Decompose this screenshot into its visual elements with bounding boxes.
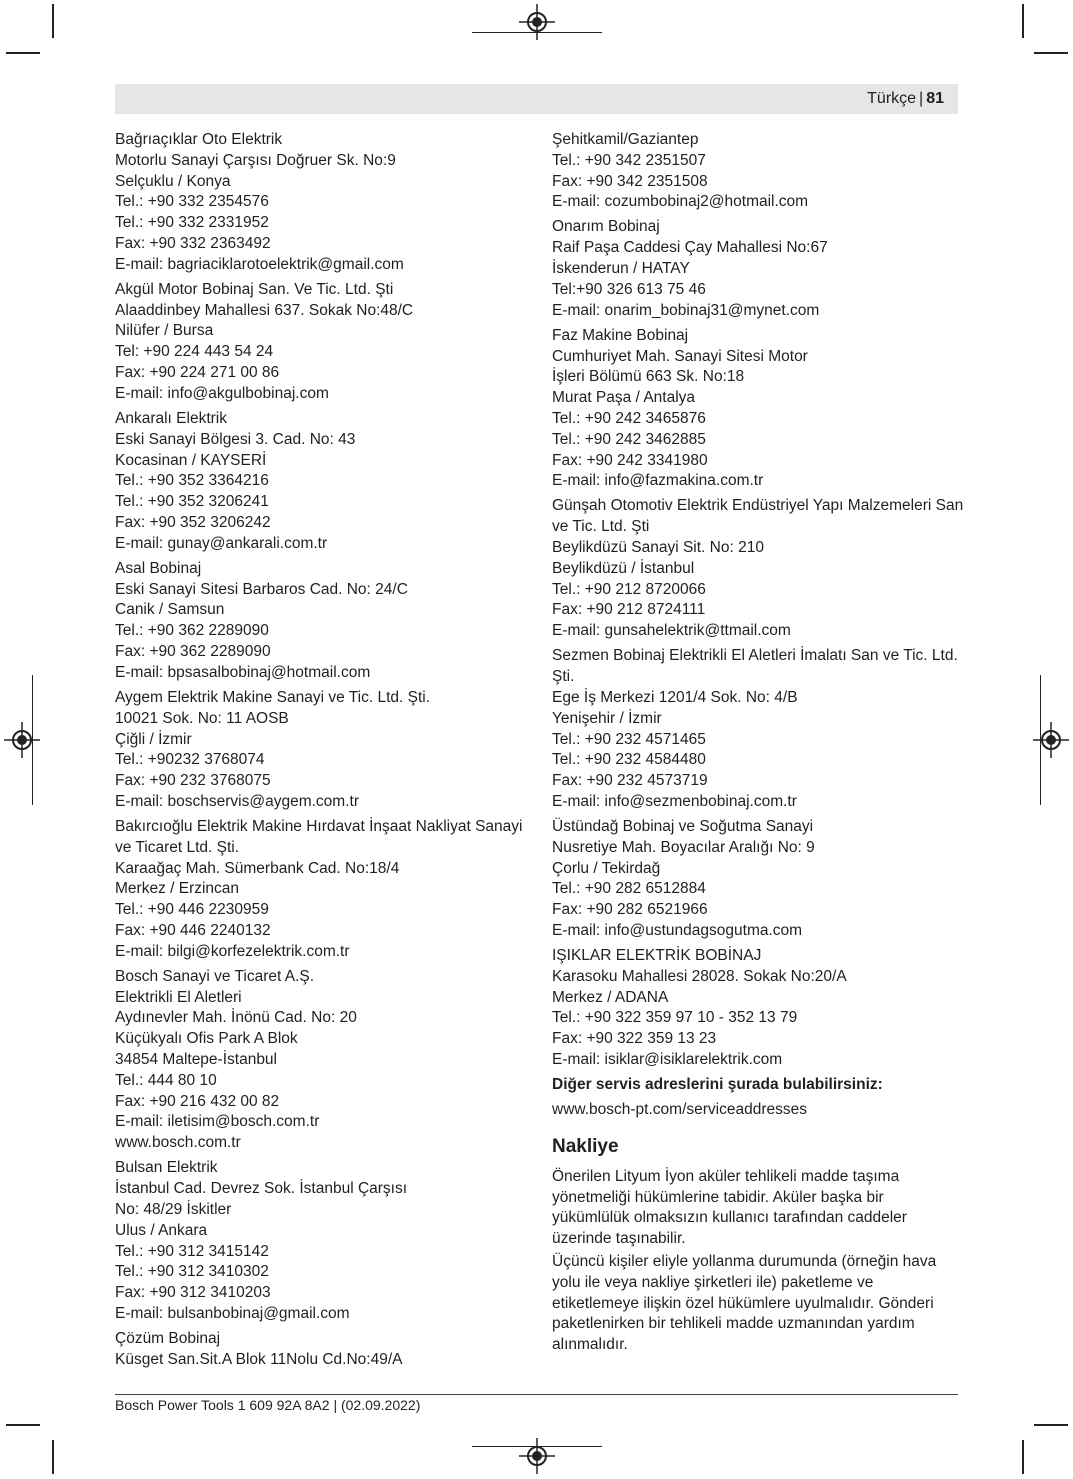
entry-line: Canik / Samsun bbox=[115, 601, 225, 619]
address-entry bbox=[552, 217, 962, 321]
entry-title: Onarım Bobinaj bbox=[552, 218, 660, 236]
entry-line: Tel.: +90 232 4584480 bbox=[552, 751, 706, 769]
entry-line: Aydınevler Mah. İnönü Cad. No: 20 bbox=[115, 1009, 357, 1027]
entry-line: Merkez / Erzincan bbox=[115, 880, 240, 898]
entry-line: E-mail: bulsanbobinaj@gmail.com bbox=[115, 1304, 350, 1322]
crop-mark bbox=[52, 1440, 54, 1474]
entry-title: Sezmen Bobinaj Elektrikli El Aletleri İmalatı San ve Tic. Ltd. bbox=[552, 647, 958, 665]
entry-line: Fax: +90 352 3206242 bbox=[115, 513, 271, 531]
entry-title: Aygem Elektrik Makine Sanayi ve Tic. Ltd. Şti. bbox=[115, 688, 431, 706]
entry-line: E-mail: bpsasalbobinaj@hotmail.com bbox=[115, 663, 371, 681]
address-entry bbox=[115, 280, 525, 405]
entry-line: Nusretiye Mah. Boyacılar Aralığı No: 9 bbox=[552, 838, 815, 856]
entry-line: Kocasinan / KAYSERİ bbox=[115, 451, 267, 469]
entry-line: Fax: +90 232 3768075 bbox=[115, 772, 271, 790]
entry-line: Tel: +90 224 443 54 24 bbox=[115, 343, 274, 361]
entry-line: Tel.: +90 232 4571465 bbox=[552, 730, 706, 748]
left-column bbox=[115, 130, 525, 1375]
entry-title: Akgül Motor Bobinaj San. Ve Tic. Ltd. Şti bbox=[115, 280, 394, 298]
header-label: Türkçe | 81 bbox=[867, 90, 944, 107]
address-entry bbox=[552, 646, 962, 812]
entry-line: İskenderun / HATAY bbox=[552, 260, 690, 278]
crop-mark bbox=[1034, 1424, 1068, 1426]
address-entry bbox=[115, 967, 525, 1154]
entry-title: Bulsan Elektrik bbox=[115, 1159, 218, 1177]
entry-line: Fax: +90 322 359 13 23 bbox=[552, 1030, 717, 1048]
entry-line: Cumhuriyet Mah. Sanayi Sitesi Motor bbox=[552, 347, 808, 365]
entry-line: Şti. bbox=[552, 668, 575, 686]
address-entry bbox=[552, 130, 962, 213]
entry-line: Çorlu / Tekirdağ bbox=[552, 859, 661, 877]
entry-line: 10021 Sok. No: 11 AOSB bbox=[115, 709, 289, 727]
entry-line: Nilüfer / Bursa bbox=[115, 322, 214, 340]
address-entry bbox=[115, 688, 525, 813]
entry-line: E-mail: iletisim@bosch.com.tr bbox=[115, 1113, 320, 1131]
entry-line: Tel.: +90 322 359 97 10 - 352 13 79 bbox=[552, 1009, 798, 1027]
entry-line: Fax: +90 362 2289090 bbox=[115, 643, 271, 661]
crop-mark bbox=[6, 52, 40, 54]
entry-line: Fax: +90 232 4573719 bbox=[552, 772, 708, 790]
entry-line: Tel.: +90 342 2351507 bbox=[552, 151, 706, 169]
entry-title: Şehitkamil/Gaziantep bbox=[552, 131, 699, 148]
entry-line: Küsget San.Sit.A Blok 11Nolu Cd.No:49/A bbox=[115, 1350, 403, 1368]
entry-line: E-mail: info@akgulbobinaj.com bbox=[115, 384, 329, 402]
service-addresses-link[interactable]: www.bosch-pt.com/serviceaddresses bbox=[552, 1100, 807, 1118]
entry-line: Selçuklu / Konya bbox=[115, 172, 231, 190]
footer-rule bbox=[115, 1394, 958, 1395]
entry-line: E-mail: gunsahelektrik@ttmail.com bbox=[552, 622, 791, 640]
entry-line: Karasoku Mahallesi 28028. Sokak No:20/A bbox=[552, 967, 847, 985]
entry-line: E-mail: bilgi@korfezelektrik.com.tr bbox=[115, 942, 350, 960]
address-entry bbox=[115, 559, 525, 684]
transport-paragraph-1: Önerilen Lityum İyon aküler tehlikeli madde taşıma yönetmeliği hükümlerine tabidir. Aküler başka bir yükümlülük olmaksızın kullanıcı tarafından caddeler üzerinde taşınabilir. bbox=[552, 1167, 907, 1248]
crop-mark bbox=[6, 1424, 40, 1426]
entry-line: Fax: +90 224 271 00 86 bbox=[115, 364, 280, 382]
entry-line: Tel.: +90232 3768074 bbox=[115, 751, 265, 769]
entry-line: Fax: +90 242 3341980 bbox=[552, 451, 708, 469]
registration-mark-icon bbox=[1033, 722, 1069, 758]
entry-line: Beylikdüzü / İstanbul bbox=[552, 559, 695, 577]
crop-mark bbox=[1034, 52, 1068, 54]
entry-line: Fax: +90 312 3410203 bbox=[115, 1284, 271, 1302]
entry-line: Tel.: +90 242 3465876 bbox=[552, 409, 706, 427]
entry-line: 34854 Maltepe-İstanbul bbox=[115, 1051, 278, 1069]
entry-line: Fax: +90 342 2351508 bbox=[552, 172, 708, 190]
entry-title: Üstündağ Bobinaj ve Soğutma Sanayi bbox=[552, 817, 814, 835]
entry-line: İstanbul Cad. Devrez Sok. İstanbul Çarşısı bbox=[115, 1180, 408, 1198]
entry-line: Elektrikli El Aletleri bbox=[115, 988, 242, 1006]
entry-line: Fax: +90 212 8724111 bbox=[552, 601, 706, 619]
entry-line: Tel.: +90 312 3410302 bbox=[115, 1263, 269, 1281]
entry-line: Eski Sanayi Bölgesi 3. Cad. No: 43 bbox=[115, 430, 356, 448]
address-entry bbox=[115, 1329, 525, 1371]
page-number: 81 bbox=[926, 90, 944, 107]
entry-line: Tel.: +90 332 2331952 bbox=[115, 214, 269, 232]
entry-title: Asal Bobinaj bbox=[115, 559, 202, 577]
address-entry bbox=[552, 496, 962, 642]
other-addresses-heading: Diğer servis adreslerini şurada bulabilirsiniz: bbox=[552, 1076, 883, 1094]
entry-line: Tel:+90 326 613 75 46 bbox=[552, 280, 706, 298]
entry-line: E-mail: boschservis@aygem.com.tr bbox=[115, 792, 359, 810]
address-entry bbox=[115, 817, 525, 963]
entry-line: ve Ticaret Ltd. Şti. bbox=[115, 838, 240, 856]
entry-line: Tel.: +90 282 6512884 bbox=[552, 880, 706, 898]
address-entry bbox=[552, 946, 962, 1071]
entry-line: E-mail: gunay@ankarali.com.tr bbox=[115, 534, 328, 552]
address-entry bbox=[552, 326, 962, 492]
entry-title: Ankaralı Elektrik bbox=[115, 409, 227, 427]
address-entry bbox=[115, 409, 525, 555]
registration-mark-icon bbox=[519, 4, 555, 40]
crop-mark bbox=[1022, 4, 1024, 38]
transport-paragraph-2: Üçüncü kişiler eliyle yollanma durumunda (örneğin hava yolu ile veya nakliye şirketleri ile) paketleme ve etiketlemeye ilişkin özel hükümlere uyulmalıdır. Gönderi paketlenirken bir tehlikeli madde uzmanından yardım alınmalıdır. bbox=[552, 1252, 937, 1354]
entry-line: Tel.: +90 352 3364216 bbox=[115, 472, 269, 490]
entry-line: Fax: +90 216 432 00 82 bbox=[115, 1092, 280, 1110]
entry-title: Bakırcıoğlu Elektrik Makine Hırdavat İnşaat Nakliyat Sanayi bbox=[115, 817, 523, 835]
header-language: Türkçe bbox=[867, 90, 917, 107]
entry-line: Tel.: 444 80 10 bbox=[115, 1071, 217, 1089]
entry-line: Eski Sanayi Sitesi Barbaros Cad. No: 24/C bbox=[115, 580, 408, 598]
entry-line: Alaaddinbey Mahallesi 637. Sokak No:48/C bbox=[115, 301, 414, 319]
entry-line: Tel.: +90 212 8720066 bbox=[552, 580, 706, 598]
entry-line: Küçükyalı Ofis Park A Blok bbox=[115, 1030, 298, 1048]
entry-title: Faz Makine Bobinaj bbox=[552, 326, 689, 344]
footer-text: Bosch Power Tools 1 609 92A 8A2 | (02.09.2022) bbox=[115, 1397, 421, 1413]
entry-line: Tel.: +90 352 3206241 bbox=[115, 493, 269, 511]
entry-line: Tel.: +90 332 2354576 bbox=[115, 193, 269, 211]
entry-line: Tel.: +90 446 2230959 bbox=[115, 901, 269, 919]
right-column bbox=[552, 130, 962, 1356]
entry-line: E-mail: info@sezmenbobinaj.com.tr bbox=[552, 792, 797, 810]
registration-mark-icon bbox=[519, 1438, 555, 1474]
entry-line: Yenişehir / İzmir bbox=[552, 709, 662, 727]
entry-line: E-mail: info@fazmakina.com.tr bbox=[552, 472, 764, 490]
entry-line: No: 48/29 İskitler bbox=[115, 1200, 232, 1218]
registration-mark-icon bbox=[4, 722, 40, 758]
entry-line: E-mail: bagriaciklarotoelektrik@gmail.com bbox=[115, 255, 404, 273]
crop-mark bbox=[1022, 1440, 1024, 1474]
entry-line: Ege İş Merkezi 1201/4 Sok. No: 4/B bbox=[552, 688, 798, 706]
entry-line: Merkez / ADANA bbox=[552, 988, 669, 1006]
address-entry bbox=[115, 130, 525, 276]
entry-line: Tel.: +90 362 2289090 bbox=[115, 622, 269, 640]
entry-line: Çiğli / İzmir bbox=[115, 730, 192, 748]
entry-line: E-mail: cozumbobinaj2@hotmail.com bbox=[552, 193, 809, 211]
entry-title: Günşah Otomotiv Elektrik Endüstriyel Yapı Malzemeleri San bbox=[552, 497, 964, 515]
entry-line: E-mail: isiklar@isiklarelektrik.com bbox=[552, 1051, 783, 1069]
crop-mark bbox=[52, 4, 54, 38]
page-header bbox=[115, 84, 958, 114]
entry-line: E-mail: onarim_bobinaj31@mynet.com bbox=[552, 301, 820, 319]
other-addresses bbox=[552, 1075, 962, 1121]
entry-line: Tel.: +90 242 3462885 bbox=[552, 430, 706, 448]
entry-line: Motorlu Sanayi Çarşısı Doğruer Sk. No:9 bbox=[115, 151, 396, 169]
entry-title: Bağrıaçıklar Oto Elektrik bbox=[115, 131, 283, 148]
entry-line: E-mail: info@ustundagsogutma.com bbox=[552, 921, 803, 939]
entry-line: Ulus / Ankara bbox=[115, 1221, 208, 1239]
address-entry bbox=[552, 817, 962, 942]
entry-line: Murat Paşa / Antalya bbox=[552, 389, 696, 407]
entry-line: Fax: +90 282 6521966 bbox=[552, 901, 708, 919]
entry-line: Karaağaç Mah. Sümerbank Cad. No:18/4 bbox=[115, 859, 400, 877]
right-entries bbox=[552, 130, 962, 1071]
entry-title: Çözüm Bobinaj bbox=[115, 1330, 221, 1347]
entry-line: www.bosch.com.tr bbox=[115, 1134, 241, 1152]
entry-line: İşleri Bölümü 663 Sk. No:18 bbox=[552, 368, 745, 386]
entry-title: Bosch Sanayi ve Ticaret A.Ş. bbox=[115, 967, 315, 985]
entry-line: Tel.: +90 312 3415142 bbox=[115, 1242, 269, 1260]
entry-line: ve Tic. Ltd. Şti bbox=[552, 518, 650, 536]
address-entry bbox=[115, 1158, 525, 1324]
entry-line: Fax: +90 332 2363492 bbox=[115, 234, 271, 252]
entry-line: Fax: +90 446 2240132 bbox=[115, 921, 271, 939]
section-title: Nakliye bbox=[552, 1135, 619, 1157]
entry-title: IŞIKLAR ELEKTRİK BOBİNAJ bbox=[552, 947, 762, 965]
entry-line: Raif Paşa Caddesi Çay Mahallesi No:67 bbox=[552, 239, 828, 257]
entry-line: Beylikdüzü Sanayi Sit. No: 210 bbox=[552, 539, 764, 557]
